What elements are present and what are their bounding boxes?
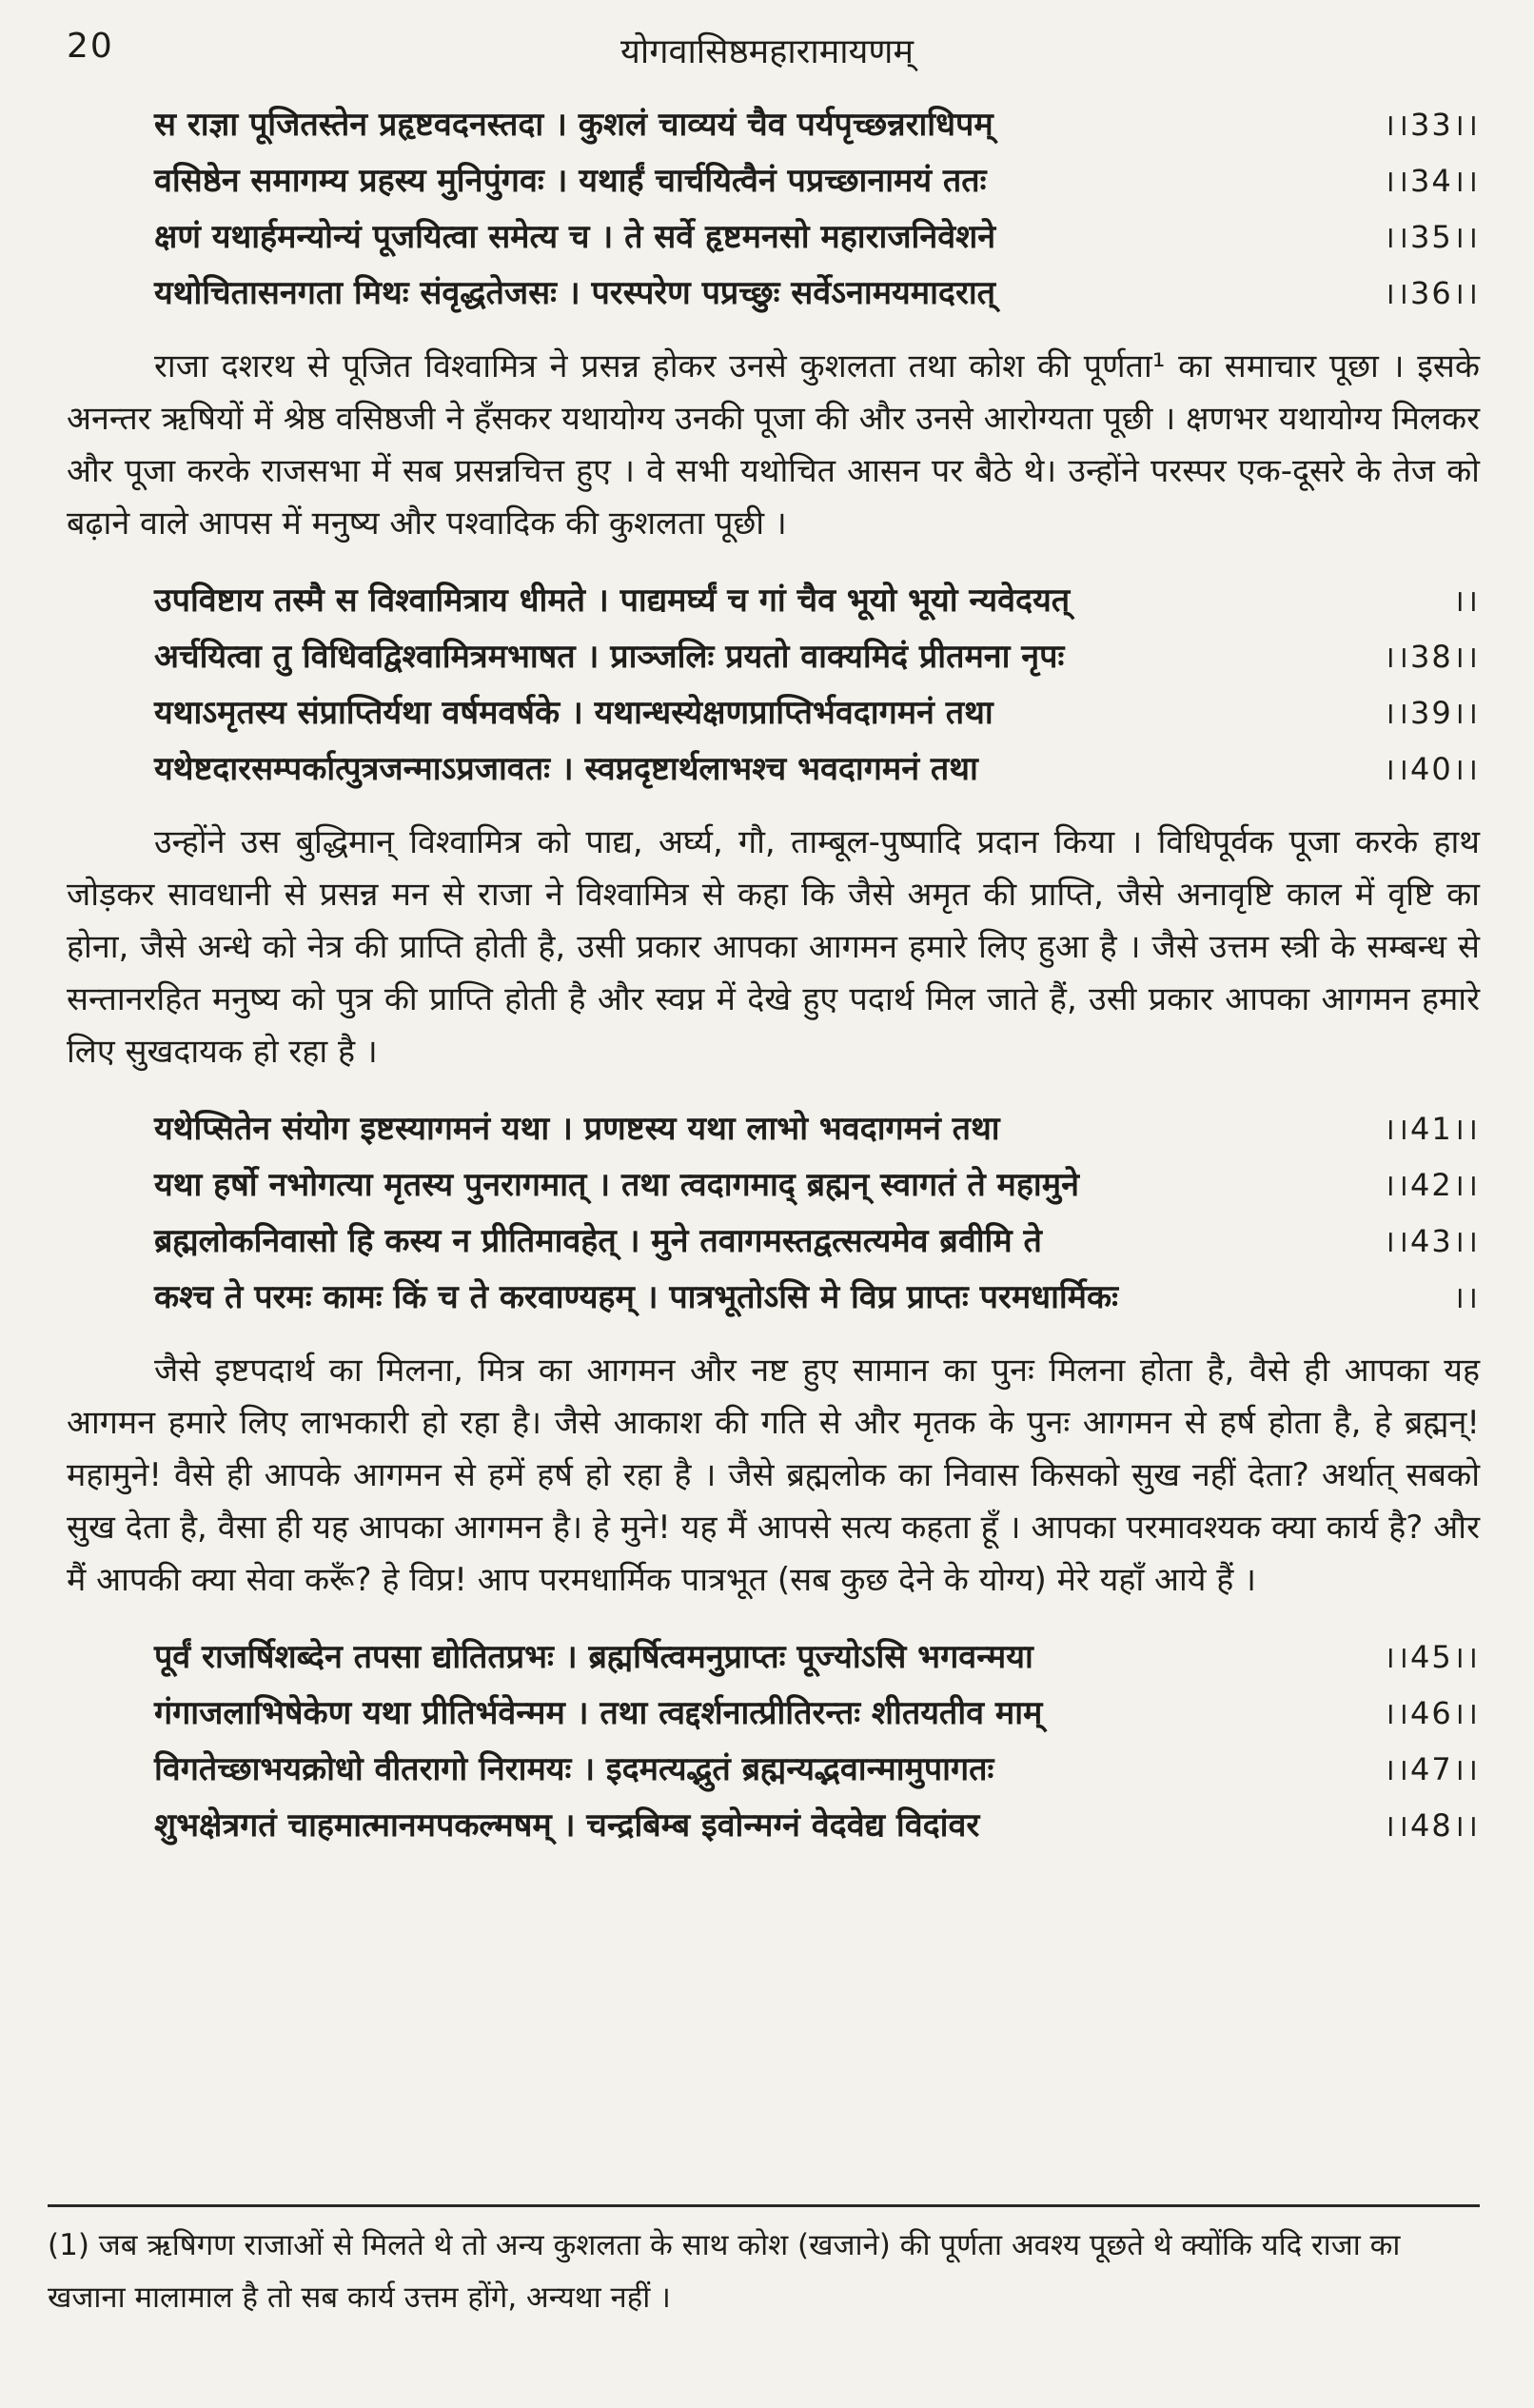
verse-number: ।।43।।	[1383, 1223, 1480, 1259]
verse-text: गंगाजलाभिषेकेण यथा प्रीतिर्भवेन्मम । तथा त्वद्दर्शनात्प्रीतिरन्तः शीतयतीव माम्	[154, 1694, 1043, 1732]
verse-block	[154, 1629, 1480, 1854]
verse-line	[154, 1270, 1480, 1326]
verse-text: स राज्ञा पूजितस्तेन प्रहृष्टवदनस्तदा । कुशलं चाव्ययं चैव पर्यपृच्छन्नराधिपम्	[154, 106, 993, 144]
verse-line	[154, 629, 1480, 685]
verse-line	[154, 1157, 1480, 1214]
verse-text: ब्रह्मलोकनिवासो हि कस्य न प्रीतिमावहेत् । मुने तवागमस्तद्वत्सत्यमेव ब्रवीमि ते	[154, 1222, 1042, 1260]
verse-text: पूर्वं राजर्षिशब्देन तपसा द्योतितप्रभः । ब्रह्मर्षित्वमनुप्राप्तः पूज्योऽसि भगवन्मया	[154, 1638, 1033, 1676]
verse-line	[154, 1214, 1480, 1270]
verse-line	[154, 741, 1480, 798]
prose-paragraph: उन्होंने उस बुद्धिमान् विश्वामित्र को पाद्य, अर्घ्य, गौ, ताम्बूल-पुष्पादि प्रदान किया । विधिपूर्वक पूजा करके हाथ जोड़कर सावधानी से प्रसन्न मन से राजा ने विश्वामित्र से कहा कि जैसे अमृत की प्राप्ति, जैसे अनावृष्टि काल में वृष्टि का होना, जैसे अन्धे को नेत्र की प्राप्ति होती है, उसी प्रकार आपका आगमन हमारे लिए हुआ है । जैसे उत्तम स्त्री के सम्बन्ध से सन्तानरहित मनुष्य को पुत्र की प्राप्ति होती है और स्वप्न में देखे हुए पदार्थ मिल जाते हैं, उसी प्रकार आपका आगमन हमारे लिए सुखदायक हो रहा है ।	[67, 823, 1480, 1071]
verse-text: वसिष्ठेन समागम्य प्रहस्य मुनिपुंगवः । यथार्हं चार्चयित्वैनं पप्रच्छानामयं ततः	[154, 162, 987, 200]
verse-number: ।।36।।	[1383, 275, 1480, 311]
verse-block	[154, 97, 1480, 322]
page-number: 20	[67, 27, 114, 66]
verse-text: यथेष्टदारसम्पर्कात्पुत्रजन्माऽप्रजावतः । स्वप्नदृष्टार्थलाभश्च भवदागमनं तथा	[154, 750, 978, 788]
verse-number: ।।39।।	[1383, 695, 1480, 731]
verse-number: ।।47।।	[1383, 1751, 1480, 1787]
page-body	[67, 97, 1480, 1873]
verse-line	[154, 209, 1480, 266]
prose-paragraph: जैसे इष्टपदार्थ का मिलना, मित्र का आगमन और नष्ट हुए सामान का पुनः मिलना होता है, वैसे ही आपका यह आगमन हमारे लिए लाभकारी हो रहा है। जैसे आकाश की गति से और मृतक के पुनः आगमन से हर्ष होता है, हे ब्रह्मन्! महामुने! वैसे ही आपके आगमन से हमें हर्ष हो रहा है । जैसे ब्रह्मलोक का निवास किसको सुख नहीं देता? अर्थात् सबको सुख देता है, वैसा ही यह आपका आगमन है। हे मुने! यह मैं आपसे सत्य कहता हूँ । आपका परमावश्यक क्या कार्य है? और मैं आपकी क्या सेवा करूँ? हे विप्र! आप परमधार्मिक पात्रभूत (सब कुछ देने के योग्य) मेरे यहाँ आये हैं ।	[67, 1352, 1480, 1599]
verse-block	[154, 573, 1480, 798]
verse-line	[154, 573, 1480, 629]
verse-text: कश्च ते परमः कामः किं च ते करवाण्यहम् । पात्रभूतोऽसि मे विप्र प्राप्तः परमधार्मिकः	[154, 1278, 1118, 1316]
verse-number: ।।34।।	[1383, 163, 1480, 199]
footnote: (1) जब ऋषिगण राजाओं से मिलते थे तो अन्य कुशलता के साथ कोश (खजाने) की पूर्णता अवश्य पूछते थे क्योंकि यदि राजा का खजाना मालामाल है तो सब कार्य उत्तम होंगे, अन्यथा नहीं ।	[48, 2228, 1401, 2315]
verse-line	[154, 97, 1480, 153]
prose-paragraph: राजा दशरथ से पूजित विश्वामित्र ने प्रसन्न होकर उनसे कुशलता तथा कोश की पूर्णता¹ का समाचार पूछा । इसके अनन्तर ऋषियों में श्रेष्ठ वसिष्ठजी ने हँसकर यथायोग्य उनकी पूजा की और उनसे आरोग्यता पूछी । क्षणभर यथायोग्य मिलकर और पूजा करके राजसभा में सब प्रसन्नचित्त हुए । वे सभी यथोचित आसन पर बैठे थे। उन्होंने परस्पर एक-दूसरे के तेज को बढ़ाने वाले आपस में मनुष्य और पश्वादिक की कुशलता पूछी ।	[67, 347, 1480, 543]
footnote-divider	[48, 2204, 1480, 2207]
verse-line	[154, 1101, 1480, 1157]
verse-text: उपविष्टाय तस्मै स विश्वामित्राय धीमते । पाद्यमर्घ्यं च गां चैव भूयो भूयो न्यवेदयत्	[154, 582, 1071, 620]
verse-number: ।।38।।	[1383, 639, 1480, 675]
verse-number: ।।33।।	[1383, 107, 1480, 143]
verse-line	[154, 266, 1480, 322]
verse-text: अर्चयित्वा तु विधिवद्विश्वामित्रमभाषत । प्राञ्जलिः प्रयतो वाक्यमिदं प्रीतमना नृपः	[154, 638, 1065, 676]
verse-block	[154, 1101, 1480, 1326]
verse-text: यथेप्सितेन संयोग इष्टस्यागमनं यथा । प्रणष्टस्य यथा लाभो भवदागमनं तथा	[154, 1110, 1000, 1148]
verse-text: शुभक्षेत्रगतं चाहमात्मानमपकल्मषम् । चन्द्रबिम्ब इवोन्मग्नं वेदवेद्य विदांवर	[154, 1806, 980, 1845]
verse-number: ।।35।।	[1383, 219, 1480, 255]
verse-line	[154, 1686, 1480, 1742]
verse-number: ।।48।।	[1383, 1807, 1480, 1844]
verse-text: विगतेच्छाभयक्रोधो वीतरागो निरामयः । इदमत्यद्भुतं ब्रह्मन्यद्भवान्मामुपागतः	[154, 1750, 994, 1788]
page-header	[0, 27, 1534, 84]
verse-line	[154, 1742, 1480, 1798]
verse-line	[154, 1798, 1480, 1854]
verse-number: ।।41।।	[1383, 1111, 1480, 1147]
verse-number: ।।46।।	[1383, 1695, 1480, 1731]
verse-line	[154, 1629, 1480, 1686]
verse-line	[154, 153, 1480, 209]
verse-number: ।।40।।	[1383, 751, 1480, 787]
verse-line	[154, 685, 1480, 741]
verse-text: यथोचितासनगता मिथः संवृद्धतेजसः । परस्परेण पप्रच्छुः सर्वेऽनामयमादरात्	[154, 274, 996, 312]
verse-text: यथाऽमृतस्य संप्राप्तिर्यथा वर्षमवर्षके । यथान्धस्येक्षणप्राप्तिर्भवदागमनं तथा	[154, 694, 993, 732]
verse-text: क्षणं यथार्हमन्योन्यं पूजयित्वा समेत्य च । ते सर्वे हृष्टमनसो महाराजनिवेशने	[154, 218, 996, 256]
running-title: योगवासिष्ठमहारामायणम्	[620, 32, 914, 71]
verse-number: ।।	[1452, 1279, 1480, 1315]
verse-text: यथा हर्षो नभोगत्या मृतस्य पुनरागमात् । तथा त्वदागमाद् ब्रह्मन् स्वागतं ते महामुने	[154, 1166, 1079, 1204]
verse-number: ।।45।।	[1383, 1639, 1480, 1675]
verse-number: ।।	[1452, 582, 1480, 619]
verse-number: ।।42।।	[1383, 1167, 1480, 1203]
